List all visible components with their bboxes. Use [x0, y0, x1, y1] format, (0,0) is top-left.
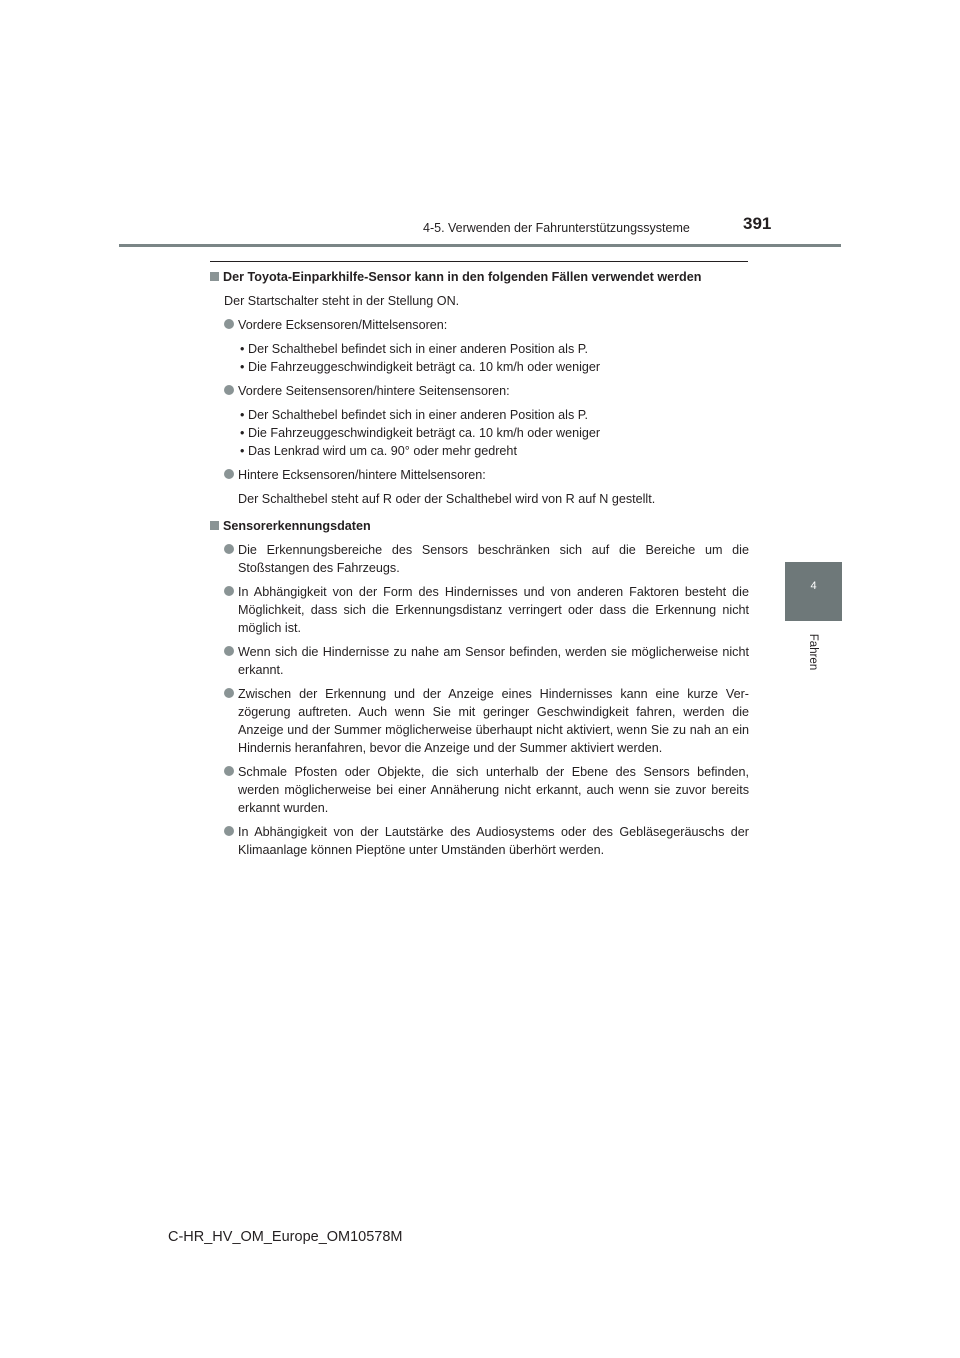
list-item	[210, 823, 749, 859]
chapter-label	[805, 632, 821, 672]
circle-bullet-icon	[224, 646, 234, 656]
section-intro: Der Startschalter steht in der Stellung ON.	[224, 294, 460, 308]
list-item	[210, 316, 749, 334]
main-content	[210, 268, 749, 865]
list-item	[210, 643, 749, 679]
list-item-text: In Abhängigkeit von der Lautstärke des Audiosystems oder des Gebläsegeräuschs der Klimaanlage können Pieptöne unter Umständen überhört werden.	[238, 825, 749, 857]
sub-list	[210, 340, 749, 376]
chapter-label-text: Fahren	[807, 633, 819, 671]
section-heading-text: Der Toyota-Einparkhilfe-Sensor kann in den folgenden Fällen verwendet werden	[223, 270, 702, 284]
document-id: C-HR_HV_OM_Europe_OM10578M	[168, 1229, 403, 1245]
list-item-text: Wenn sich die Hindernisse zu nahe am Sensor befinden, werden sie möglicherweise nicht erkannt.	[238, 645, 749, 677]
list-item	[210, 466, 749, 484]
list-item	[210, 685, 749, 757]
list-item-text: Zwischen der Erkennung und der Anzeige eines Hindernisses kann eine kurze Ver-zögerung auftreten. Auch wenn Sie mit geringer Geschwindigkeit fahren, werden die Anzeige und der Summer möglicherweise überhaupt nicht aktiviert, wenn Sie zu nah an ein Hindernis heranfahren, bevor die Anzeige und der Summer aktiviert werden.	[238, 687, 749, 755]
chapter-tab	[785, 562, 842, 621]
sub-list	[210, 406, 749, 460]
header-section-title: 4-5. Verwenden der Fahrunterstützungssysteme	[423, 221, 690, 235]
list-item-detail: Der Schalthebel steht auf R oder der Schalthebel wird von R auf N gestellt.	[238, 492, 656, 506]
page-number: 391	[743, 214, 772, 233]
circle-bullet-icon	[224, 469, 234, 479]
sub-list-item: • Die Fahrzeuggeschwindigkeit beträgt ca. 10 km/h oder weniger	[210, 424, 749, 442]
list-item-text: In Abhängigkeit von der Form des Hindernisses und von anderen Faktoren besteht die Möglichkeit, dass sich die Erkennungsdistanz verringert oder dass die Erkennung nicht möglich ist.	[238, 585, 749, 635]
list-item-text: Die Erkennungsbereiche des Sensors beschränken sich auf die Bereiche um die Stoßstangen des Fahrzeugs.	[238, 543, 749, 575]
circle-bullet-icon	[224, 688, 234, 698]
list-item	[210, 583, 749, 637]
section-heading	[210, 517, 749, 535]
chapter-number: 4	[810, 580, 817, 592]
list-item-text: Schmale Pfosten oder Objekte, die sich unterhalb der Ebene des Sensors befinden, werden möglicherweise bei einer Annäherung nicht erkannt, auch wenn sie zuvor bereits erkannt wurden.	[238, 765, 749, 815]
sub-list-item: • Der Schalthebel befindet sich in einer anderen Position als P.	[210, 406, 749, 424]
list-item	[210, 382, 749, 400]
list-item-text: Vordere Seitensensoren/hintere Seitensensoren:	[238, 384, 510, 398]
circle-bullet-icon	[224, 826, 234, 836]
circle-bullet-icon	[224, 544, 234, 554]
circle-bullet-icon	[224, 766, 234, 776]
section-heading-text: Sensorerkennungsdaten	[223, 519, 371, 533]
circle-bullet-icon	[224, 586, 234, 596]
header-rule	[119, 244, 841, 247]
sub-list-item: • Das Lenkrad wird um ca. 90° oder mehr gedreht	[210, 442, 749, 460]
list-item	[210, 763, 749, 817]
square-bullet-icon	[210, 521, 219, 530]
sub-list-item: • Die Fahrzeuggeschwindigkeit beträgt ca. 10 km/h oder weniger	[210, 358, 749, 376]
list-item	[210, 541, 749, 577]
circle-bullet-icon	[224, 385, 234, 395]
sub-list-item: • Der Schalthebel befindet sich in einer anderen Position als P.	[210, 340, 749, 358]
circle-bullet-icon	[224, 319, 234, 329]
content-rule	[210, 261, 748, 262]
list-item-text: Hintere Ecksensoren/hintere Mittelsensoren:	[238, 468, 486, 482]
section-heading	[210, 268, 749, 286]
list-item-text: Vordere Ecksensoren/Mittelsensoren:	[238, 318, 448, 332]
square-bullet-icon	[210, 272, 219, 281]
